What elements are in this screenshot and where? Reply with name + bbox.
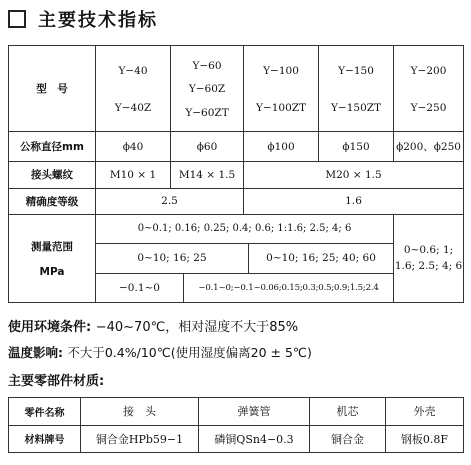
label-model: 型 号 <box>9 46 96 132</box>
model-cell-1 <box>96 46 171 132</box>
range-side-cell <box>394 214 464 302</box>
temp-value: 不大于0.4%/10℃(使用湿度偏离20 ± 5℃) <box>67 345 312 360</box>
env-conditions <box>8 316 298 335</box>
parts-cell: 磷铜QSn4−0.3 <box>199 425 310 453</box>
model-row <box>9 46 464 132</box>
model-top: Y−200 <box>410 65 447 78</box>
diameter-cell: ϕ200、ϕ250 <box>394 132 464 162</box>
parts-cell: 钢板0.8F <box>386 425 464 453</box>
accuracy-row <box>9 188 464 214</box>
accuracy-cell: 2.5 <box>96 188 244 214</box>
model-cell-3 <box>244 46 319 132</box>
parts-cell: 材料牌号 <box>9 425 81 453</box>
range-row-1 <box>9 214 464 243</box>
parts-header-cell: 外壳 <box>386 398 464 426</box>
section-title: 主要技术指标 <box>38 10 158 31</box>
parts-header-row <box>9 398 464 426</box>
range-side-a: 0~0.6; 1; <box>403 243 454 256</box>
diameter-cell: ϕ60 <box>171 132 244 162</box>
parts-material-row <box>9 425 464 453</box>
range-cell: 0~10; 16; 25 <box>96 243 249 273</box>
parts-table <box>8 397 464 453</box>
range-side-b: 1.6; 2.5; 4; 6 <box>394 260 463 273</box>
checkbox-square-icon <box>8 10 26 28</box>
spec-table <box>8 45 464 303</box>
diameter-cell: ϕ150 <box>319 132 394 162</box>
label-range-unit: MPa <box>39 265 65 278</box>
diameter-cell: ϕ40 <box>96 132 171 162</box>
label-diameter: 公称直径mm <box>9 132 96 162</box>
model-bottom: Y−100ZT <box>255 101 307 114</box>
model-bottom: Y−150ZT <box>330 101 382 114</box>
model-bottom: Y−60ZT <box>185 106 229 119</box>
range-cell: 0~10; 16; 25; 40; 60 <box>249 243 394 273</box>
temp-label: 温度影响: <box>8 345 68 360</box>
label-thread: 接头螺纹 <box>9 162 96 188</box>
parts-header-cell: 接 头 <box>81 398 199 426</box>
section-title-row <box>8 6 158 32</box>
accuracy-cell: 1.6 <box>244 188 464 214</box>
parts-header-cell: 机芯 <box>310 398 386 426</box>
label-range-text: 测量范围 <box>31 240 73 253</box>
model-top: Y−100 <box>263 65 299 78</box>
model-cell-4 <box>319 46 394 132</box>
diameter-row <box>9 132 464 162</box>
model-top: Y−60 <box>192 59 222 72</box>
model-cell-2 <box>171 46 244 132</box>
model-top: Y−150 <box>338 65 374 78</box>
thread-cell: M20 × 1.5 <box>244 162 464 188</box>
env-label: 使用环境条件: <box>8 320 96 335</box>
model-bottom: Y−250 <box>410 101 447 114</box>
range-cell: 0~0.1; 0.16; 0.25; 0.4; 0.6; 1:1.6; 2.5; 4; 6 <box>96 214 394 243</box>
temp-effect <box>8 343 312 361</box>
model-mid: Y−60Z <box>188 83 226 96</box>
materials-heading: 主要零部件材质: <box>8 374 105 389</box>
diameter-cell: ϕ100 <box>244 132 319 162</box>
parts-cell: 铜合金 <box>310 425 386 453</box>
env-value: −40~70℃，相对湿度不大于85% <box>95 320 299 335</box>
parts-cell: 铜合金HPb59−1 <box>81 425 199 453</box>
range-cell: −0.1~0 <box>96 273 184 302</box>
thread-cell: M14 × 1.5 <box>171 162 244 188</box>
model-cell-5 <box>394 46 464 132</box>
label-accuracy: 精确度等级 <box>9 188 96 214</box>
parts-header-cell: 弹簧管 <box>199 398 310 426</box>
thread-row <box>9 162 464 188</box>
parts-header-cell: 零件名称 <box>9 398 81 426</box>
label-range <box>9 214 96 302</box>
thread-cell: M10 × 1 <box>96 162 171 188</box>
model-top: Y−40 <box>118 65 148 78</box>
range-cell: −0.1~0;−0.1~0.06;0.15;0.3;0.5;0.9;1.5;2.4 <box>184 273 394 302</box>
model-bottom: Y−40Z <box>114 101 152 114</box>
